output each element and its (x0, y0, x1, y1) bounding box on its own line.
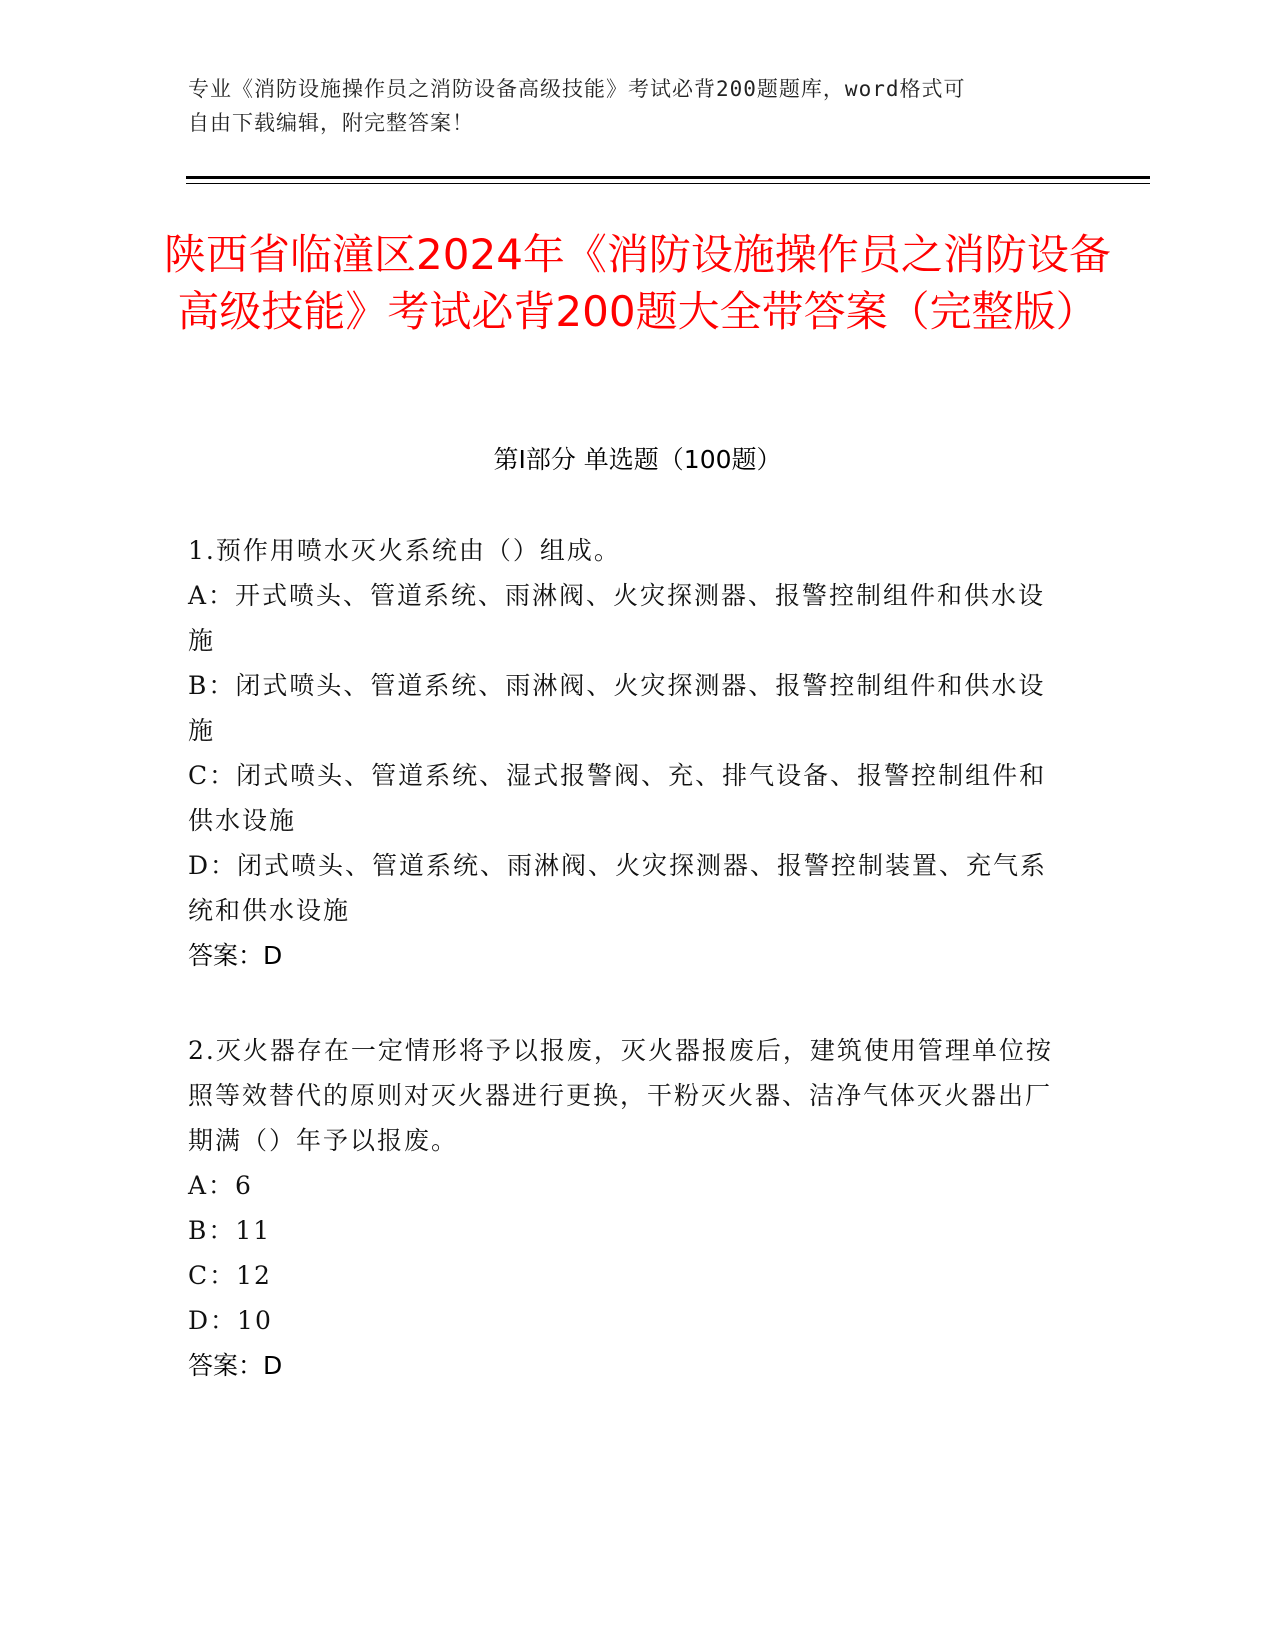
answer-line: 答案：D (188, 941, 283, 970)
header-line-2: 自由下载编辑，附完整答案！ (188, 111, 474, 135)
option-a: A：6 (188, 1171, 253, 1200)
header-divider-thin (186, 183, 1150, 184)
question-stem: 1.预作用喷水灭火系统由（）组成。 (188, 536, 621, 565)
option-b: B：闭式喷头、管道系统、雨淋阀、火灾探测器、报警控制组件和供水设施 (188, 671, 1046, 745)
option-c: C：12 (188, 1261, 272, 1290)
option-c: C：闭式喷头、管道系统、湿式报警阀、充、排气设备、报警控制组件和供水设施 (188, 761, 1047, 835)
answer-line: 答案：D (188, 1351, 283, 1380)
question-1 (188, 528, 1068, 978)
option-a: A：开式喷头、管道系统、雨淋阀、火灾探测器、报警控制组件和供水设施 (188, 581, 1046, 655)
option-d: D：10 (188, 1306, 273, 1335)
question-stem: 2.灭火器存在一定情形将予以报废，灭火器报废后，建筑使用管理单位按照等效替代的原则对灭火器进行更换，干粉灭火器、洁净气体灭火器出厂期满（）年予以报废。 (188, 1036, 1053, 1155)
option-d: D：闭式喷头、管道系统、雨淋阀、火灾探测器、报警控制装置、充气系统和供水设施 (188, 851, 1048, 925)
header-line-1: 专业《消防设施操作员之消防设备高级技能》考试必背200题题库，word格式可 (188, 77, 966, 101)
document-header (188, 72, 1068, 140)
option-b: B：11 (188, 1216, 272, 1245)
question-2 (188, 1028, 1068, 1388)
document-title: 陕西省临潼区2024年《消防设施操作员之消防设备高级技能》考试必背200题大全带答案（完整版） (164, 230, 1111, 336)
header-divider-thick (186, 176, 1150, 179)
section-heading: 第Ⅰ部分 单选题（100题） (493, 445, 782, 474)
